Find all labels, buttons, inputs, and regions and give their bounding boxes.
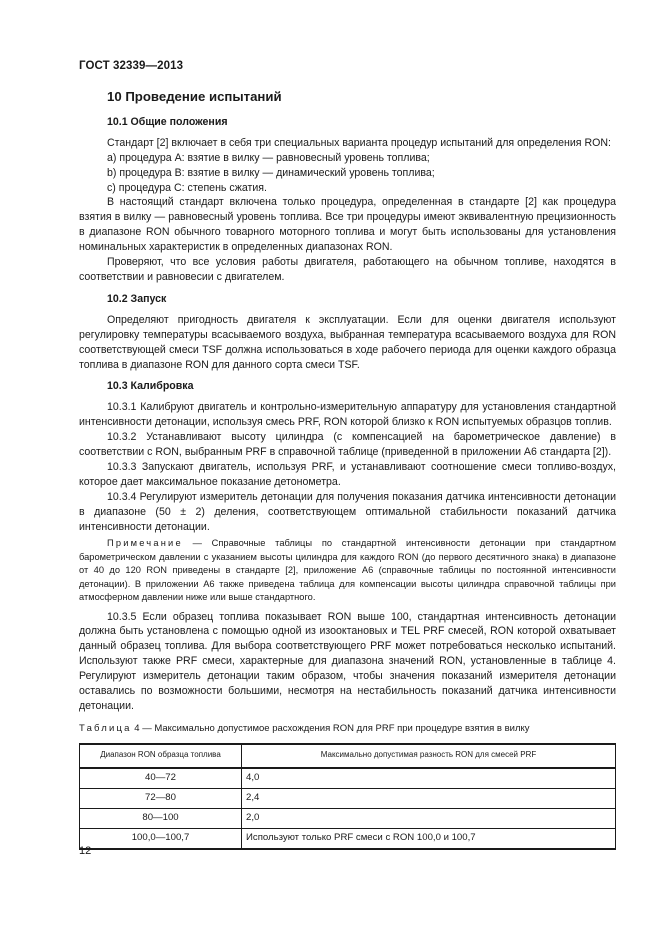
paragraph: Определяют пригодность двигателя к эксплуатации. Если для оценки двигателя используют регулировку температуры всасываемого воздуха, выбранная температура всасываемого воздуха для RON соответствующей смеси TSF должна использоваться в ходе рабочего периода для оценки каждого образца топлива в диапазоне RON для данного сорта смеси TSF. [79, 313, 616, 371]
page-number: 12 [79, 845, 92, 857]
paragraph: 10.3.2 Устанавливают высоту цилиндра (с компенсацией на барометрическое давление) в соответствии с RON, выбранным PRF в справочной таблице (приведенной в приложении А6 стандарта [2]). [79, 431, 616, 459]
paragraph: Проверяют, что все условия работы двигателя, работающего на обычном топливе, находятся в соответствии и равновесии с двигателем. [79, 256, 616, 283]
table-cell: 4,0 [242, 768, 616, 789]
paragraph: 10.3.1 Калибруют двигатель и контрольно-измерительную аппаратуру для установления стандартной интенсивности детонации, используя смесь PRF, RON которой близко к RON испытуемых образцов топлив. [79, 401, 616, 429]
standard-header: ГОСТ 32339—2013 [79, 60, 184, 72]
subsection-title-general: 10.1 Общие положения [107, 115, 228, 128]
table-cell: 2,4 [242, 788, 616, 808]
table-cell: 100,0—100,7 [80, 828, 242, 849]
section-title: 10 Проведение испытаний [107, 89, 282, 104]
note-label: Примечание [107, 538, 183, 549]
paragraph: В настоящий стандарт включена только процедура, определенная в стандарте [2] как процедура взятия в вилку — равновесный уровень топлива. Все три процедуры имеют эквивалентную прецизионность в диапазоне RON обычного товарного моторного топлива и могут быть использованы для установления номинальных характеристик в определенных диапазонах RON. [79, 196, 616, 254]
table-header-cell: Максимально допустимая разность RON для смесей PRF [242, 744, 616, 768]
data-table [79, 743, 616, 850]
table-cell: Используют только PRF смеси с RON 100,0 и 100,7 [242, 828, 616, 849]
table-caption-label: Таблица [79, 722, 132, 734]
table-cell: 80—100 [80, 808, 242, 828]
page-content [79, 90, 616, 850]
table-cell: 40—72 [80, 768, 242, 789]
table-row [80, 768, 616, 789]
table-caption [79, 722, 616, 737]
subsection-title-start: 10.2 Запуск [107, 292, 167, 305]
table-cell: 2,0 [242, 808, 616, 828]
table-header-cell: Диапазон RON образца топлива [80, 744, 242, 768]
note-text: — Справочные таблицы по стандартной интенсивности детонации при стандартном барометрическом давлении с указанием высоты цилиндра для каждого RON (до первого десятичного знака) в диапазоне от 40 до 120 RON приведены в стандарте [2], приложение А6 (справочные таблицы по постоянной интенсивности детонации). В приложении А6 также приведена таблица для компенсации высоты цилиндра справочной таблицы при атмосферном давлении ниже или выше стандартного. [79, 538, 616, 603]
note [79, 537, 616, 604]
table-row [80, 828, 616, 849]
table-header-row [80, 744, 616, 768]
subsection-title-calibration: 10.3 Калибровка [107, 380, 194, 393]
list-item: с) процедура С: степень сжатия. [107, 181, 267, 194]
table-row [80, 788, 616, 808]
table-cell: 72—80 [80, 788, 242, 808]
paragraph: 10.3.5 Если образец топлива показывает RON выше 100, стандартная интенсивность детонации должна быть установлена с помощью одной из изооктановых и TEL PRF смесей, RON которой охватывает данный образец топлива. Для выбора соответствующего PRF может потребоваться несколько испытаний. Используют также PRF смеси, характерные для диапазона значений RON, установленные в таблице 4. Регулируют измеритель детонации таким образом, чтобы значения показаний измерителя детонации оставались по возможности большими, несмотря на нестабильность показаний датчика интенсивности детонации. [79, 610, 616, 712]
table-row [80, 808, 616, 828]
paragraph: Стандарт [2] включает в себя три специальных варианта процедур испытаний для определения RON: [107, 136, 611, 149]
table-caption-text: 4 — Максимально допустимое расхождения RON для PRF при процедуре взятия в вилку [131, 722, 530, 734]
paragraph: 10.3.3 Запускают двигатель, используя PRF, и устанавливают соотношение смеси топливо-воздух, которое дает максимальное показание детонометра. [79, 460, 616, 488]
list-item: b) процедура В: взятие в вилку — динамический уровень топлива; [107, 166, 435, 179]
list-item: а) процедура А: взятие в вилку — равновесный уровень топлива; [107, 151, 430, 164]
paragraph: 10.3.4 Регулируют измеритель детонации для получения показания датчика интенсивности детонации в диапазоне (50 ± 2) деления, соответствующем оптимальной стабильности показаний датчика интенсивности детонации. [79, 490, 616, 533]
